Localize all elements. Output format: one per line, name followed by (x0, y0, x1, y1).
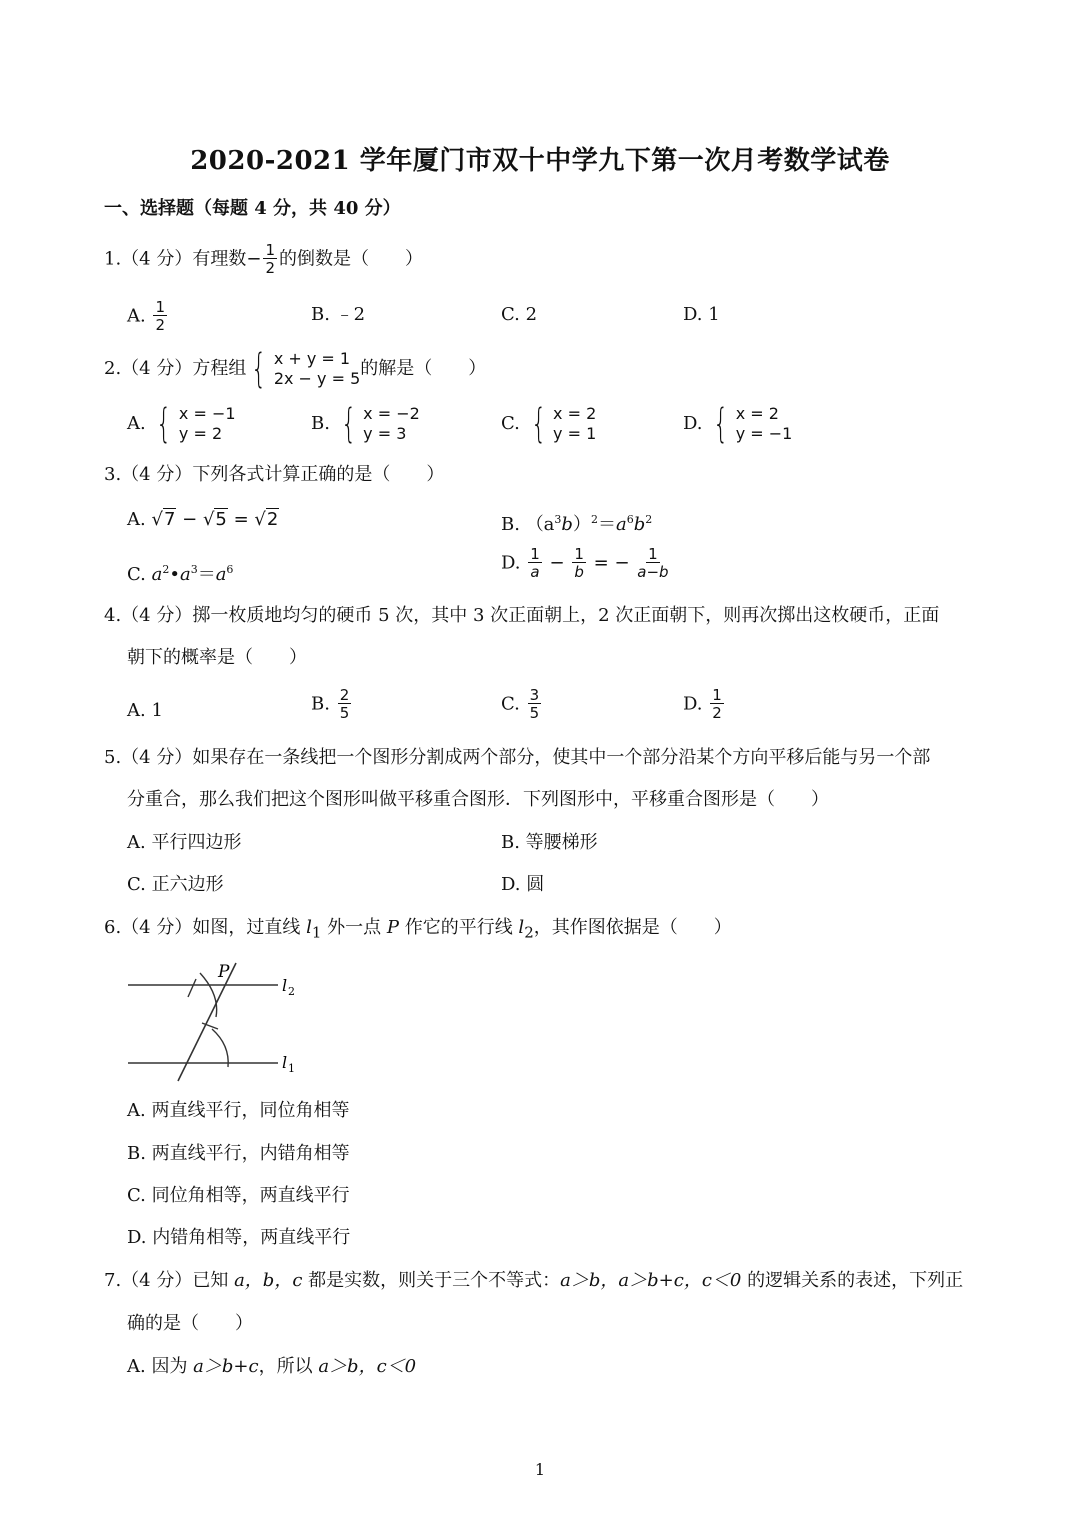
q3-d-label: D. (501, 552, 521, 574)
question-4-line1: 4.（4 分）掷一枚质地均匀的硬币 5 次，其中 3 次正面朝上，2 次正面朝下，则再次掷出这枚硬币，正面 (104, 605, 940, 626)
q3-a-expr: √7 − √5 = √2 (151, 509, 279, 530)
q2-d-system (708, 401, 793, 447)
q4-c-frac (528, 688, 542, 721)
q4-option-b (311, 688, 353, 721)
q6-l2: l (518, 917, 525, 938)
q2-d2: y = −1 (735, 424, 793, 443)
arc-upper (200, 973, 217, 1017)
q3-a-r3: 2 (266, 509, 279, 530)
q6-stem-c: 作它的平行线 (398, 917, 519, 938)
q3-d-n2: 1 (574, 545, 584, 563)
q6-stem-b: 外一点 (321, 917, 387, 938)
q3-d-n3: 1 (648, 545, 658, 563)
question-5-line2: 分重合，那么我们把这个图形叫做平移重合图形．下列图形中，平移重合图形是（ ） (127, 789, 829, 810)
q6-l1: l (306, 917, 312, 938)
q3-option-a (127, 507, 279, 533)
q2-suffix: 的解是（ ） (360, 358, 487, 379)
q2-b-system (336, 401, 420, 447)
q2-c-system (526, 401, 597, 447)
q4-option-c (501, 688, 543, 721)
brace-icon: { (713, 401, 729, 447)
q2-option-b (311, 401, 420, 447)
q4-d-den: 2 (712, 704, 722, 722)
q4-d-label: D. (683, 693, 703, 715)
q3-a-r2: 5 (215, 509, 227, 530)
parallel-line-construction-figure (120, 955, 320, 1090)
q3-b-expr: $(a^3b)^2=a^6b^2$ (525, 513, 653, 535)
q7-ineq: a＞b，a＞b+c，c＜0 (560, 1270, 742, 1291)
q7-a-c: ，所以 (258, 1356, 319, 1377)
q4-b-num: 2 (339, 686, 350, 704)
q2-b1: x = −2 (363, 404, 420, 423)
q3-d-d1: a (530, 563, 540, 581)
q2-eq1: x + y = 1 (273, 349, 351, 368)
q3-option-c (127, 557, 233, 588)
q3-b-label: B. (501, 514, 520, 535)
q2-system (246, 346, 361, 392)
q4-b-den: 5 (339, 704, 350, 722)
q3-d-minus: − (549, 552, 565, 574)
q4-c-num: 3 (529, 686, 540, 704)
q3-a-label: A. (127, 509, 146, 530)
q4-option-a: A. 1 (127, 700, 163, 721)
q2-a-label: A. (127, 413, 146, 434)
q4-c-den: 5 (529, 704, 540, 722)
label-l1: l (282, 1053, 288, 1072)
question-2 (104, 346, 487, 392)
q1-den: 2 (265, 259, 275, 277)
label-l2: l (282, 976, 288, 995)
q1-num: 1 (265, 241, 275, 259)
q3-c-label: C. (127, 564, 146, 585)
q6-stem-d: ，其作图依据是（ ） (533, 917, 732, 938)
q6-p: P (386, 917, 399, 938)
q4-c-label: C. (501, 693, 520, 715)
q2-eq2: 2x − y = 5 (273, 369, 361, 388)
q6-sub2: 2 (524, 923, 534, 942)
q6-option-b: B. 两直线平行，内错角相等 (127, 1143, 350, 1164)
q1-suffix: 的倒数是（ ） (279, 248, 423, 270)
brace-icon: { (251, 346, 267, 392)
q7-vars: a，b，c (234, 1270, 303, 1291)
q2-prefix: 2.（4 分）方程组 (104, 358, 247, 379)
q7-line1-c: 的逻辑关系的表述，下列正 (741, 1270, 964, 1291)
brace-icon: { (530, 401, 546, 447)
q6-stem-a: 6.（4 分）如图，过直线 (104, 917, 307, 938)
q1-option-c: C. 2 (501, 304, 538, 325)
q3-d-frac2 (572, 547, 586, 580)
q4-d-frac (710, 688, 724, 721)
q5-option-d: D. 圆 (501, 874, 545, 895)
label-p: P (218, 962, 230, 982)
q3-d-d3: a−b (637, 563, 669, 581)
q1-option-b: B. ﹣2 (311, 304, 366, 325)
q1-fraction (263, 243, 277, 276)
label-l2-sub: 2 (288, 985, 295, 998)
q1-a-label: A. (127, 305, 146, 327)
q1-prefix: 1.（4 分）有理数 (104, 248, 247, 270)
q3-option-b (501, 507, 652, 538)
q2-a-system (151, 401, 236, 447)
q4-b-frac (338, 688, 352, 721)
q3-d-frac1 (528, 547, 542, 580)
q3-d-n1: 1 (530, 545, 540, 563)
q2-b-label: B. (311, 413, 330, 434)
brace-icon: { (156, 401, 172, 447)
q3-a-eq: = (227, 509, 255, 530)
q4-option-d (683, 688, 726, 721)
q2-b2: y = 3 (363, 424, 407, 443)
q6-option-a: A. 两直线平行，同位角相等 (127, 1100, 350, 1121)
q2-option-a (127, 401, 236, 447)
question-5-line1: 5.（4 分）如果存在一条线把一个图形分割成两个部分，使其中一个部分沿某个方向平移后能与另一个部 (104, 747, 931, 768)
q2-option-d (683, 401, 793, 447)
question-4-line2: 朝下的概率是（ ） (127, 647, 307, 668)
q7-line1-b: 都是实数，则关于三个不等式： (302, 1270, 561, 1291)
q1-a-num: 1 (155, 298, 166, 316)
q3-d-eq: = − (593, 552, 630, 574)
q3-c-expr: $a^2•a^3=a^6$ (151, 563, 234, 585)
q1-neg: − (246, 248, 262, 270)
q1-a-den: 2 (155, 316, 166, 334)
q2-d-label: D. (683, 413, 703, 434)
q3-b-text: （a (525, 514, 555, 535)
q1-option-a (127, 300, 169, 333)
q5-option-b: B. 等腰梯形 (501, 832, 598, 853)
q2-option-c (501, 401, 597, 447)
q6-sub1: 1 (311, 923, 322, 942)
q7-a-a: A. 因为 (127, 1356, 194, 1377)
q7-a-d: a＞b，c＜0 (318, 1356, 417, 1377)
q1-option-d: D. 1 (683, 304, 720, 325)
q6-option-c: C. 同位角相等，两直线平行 (127, 1185, 350, 1206)
question-1 (104, 243, 423, 276)
question-7-line2: 确的是（ ） (127, 1313, 253, 1334)
q3-d-frac3 (637, 547, 668, 580)
q5-option-c: C. 正六边形 (127, 874, 224, 895)
page-title: 2020-2021 学年厦门市双十中学九下第一次月考数学试卷 (190, 146, 890, 176)
q3-option-d (501, 547, 671, 580)
brace-icon: { (340, 401, 357, 447)
q5-option-a: A. 平行四边形 (127, 832, 242, 853)
q4-b-label: B. (311, 693, 330, 715)
q7-option-a (127, 1354, 416, 1380)
q2-a1: x = −1 (178, 404, 236, 423)
page-number: 1 (534, 1460, 546, 1479)
arc-tick-upper (188, 979, 196, 997)
question-3: 3.（4 分）下列各式计算正确的是（ ） (104, 464, 445, 485)
question-6 (104, 915, 732, 946)
q3-a-r1: 7 (163, 509, 176, 530)
q4-d-num: 1 (712, 686, 722, 704)
q2-c-label: C. (501, 413, 520, 434)
q2-a2: y = 2 (178, 424, 223, 443)
q3-a-minus: − (176, 509, 203, 530)
q1-a-fraction (153, 300, 167, 333)
q2-c2: y = 1 (553, 424, 597, 443)
q7-a-b: a＞b+c (193, 1356, 259, 1377)
q3-d-d2: b (574, 563, 584, 581)
q2-d1: x = 2 (735, 404, 779, 423)
question-7-line1 (104, 1268, 963, 1294)
section-heading: 一、选择题（每题 4 分，共 40 分） (104, 198, 401, 219)
q6-option-d: D. 内错角相等，两直线平行 (127, 1227, 351, 1248)
q7-line1-a: 7.（4 分）已知 (104, 1270, 235, 1291)
q2-c1: x = 2 (553, 404, 597, 423)
label-l1-sub: 1 (288, 1062, 295, 1075)
arc-lower (212, 1029, 228, 1067)
